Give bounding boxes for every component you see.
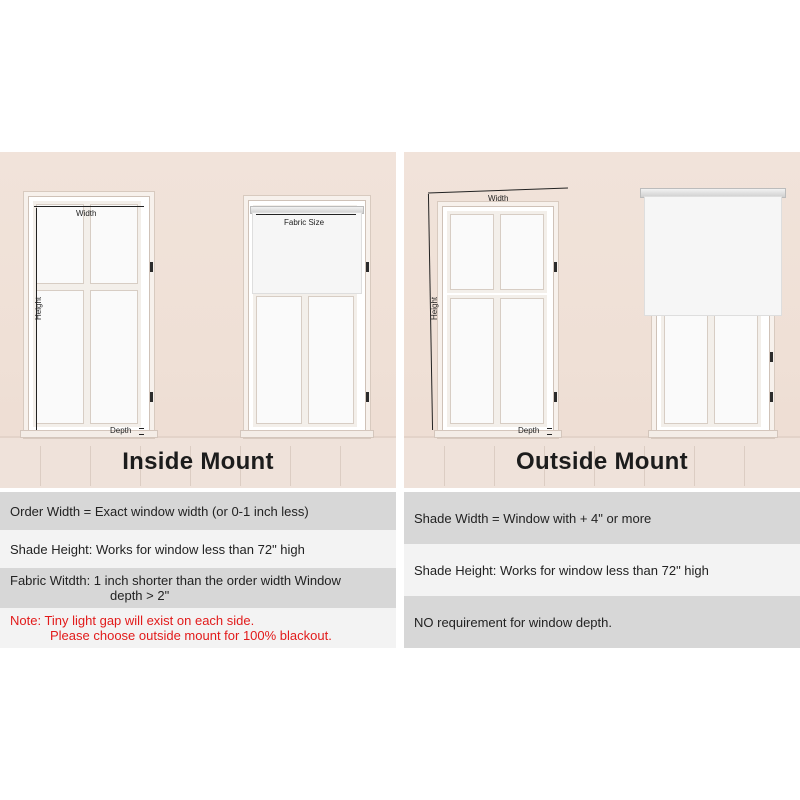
width-arrow [34,206,144,207]
window-inside-measure [28,196,150,434]
depth-label: Depth [110,426,132,435]
height-label: Height [430,296,439,320]
window-sill [20,430,158,438]
outside-mount-illustration [404,152,800,488]
inside-mount-panel [0,152,396,648]
fabric-size-arrow [256,214,356,215]
depth-mark [547,428,552,435]
outside-row-depth: NO requirement for window depth. [404,596,800,648]
width-arrow [428,188,568,194]
inside-mount-title: Inside Mount [122,448,274,475]
inside-row-shade-height: Shade Height: Works for window less than 72" high [0,530,396,568]
outside-row-shade-width: Shade Width = Window with + 4" or more [404,492,800,544]
height-label: Height [34,296,43,320]
outside-mount-title: Outside Mount [516,448,688,475]
inside-row-order-width: Order Width = Exact window width (or 0-1 inch less) [0,492,396,530]
roller-shade [644,196,782,316]
fabric-size-label: Fabric Size [284,218,325,227]
window-outside-measure [442,206,554,434]
depth-label: Depth [518,426,540,435]
outside-row-shade-height: Shade Height: Works for window less than 72" high [404,544,800,596]
width-label: Width [488,194,509,203]
inside-note: Note: Tiny light gap will exist on each side. Please choose outside mount for 100% blackout. [0,608,396,648]
outside-mount-panel [404,152,800,648]
inside-row-fabric-width: Fabric Witdth: 1 inch shorter than the order width Window depth > 2" [0,568,396,608]
inside-mount-illustration [0,152,396,488]
width-label: Width [76,209,97,218]
depth-mark [139,428,144,435]
